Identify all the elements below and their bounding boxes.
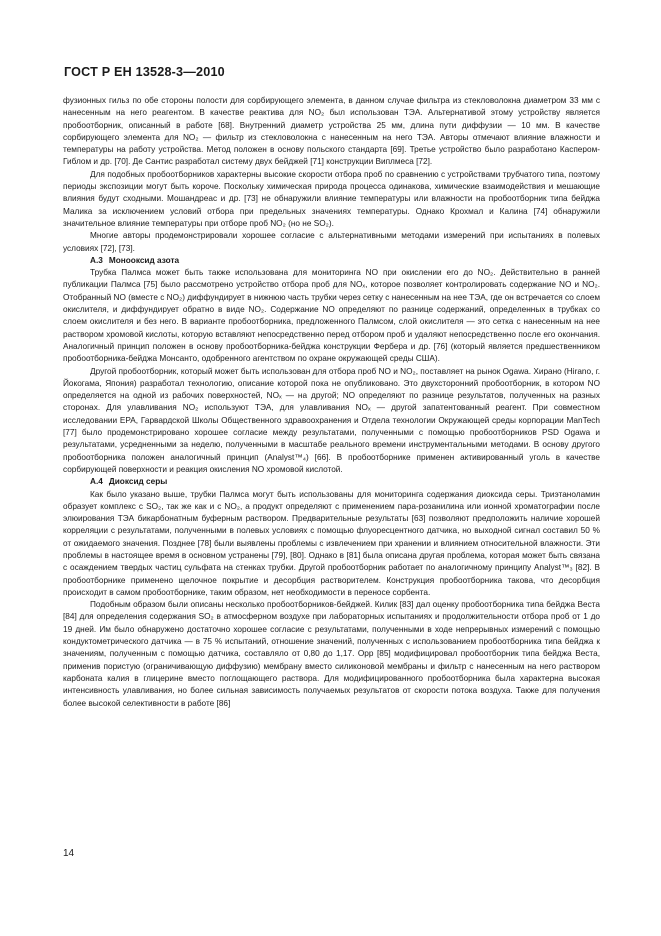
section-title-a4: Диоксид серы [108,477,168,487]
paragraph-badge-sampling-rates: Для подобных пробоотборников характерны высокие скорости отбора проб по сравнению с устройствами трубчатого типа, поэтому периоды экспозиции могут быть короче. Поскольку химическая природа процесса одинакова, химические взаимодействия и мешающие влияния будут сходными. Мошандреас и др. [73] не обнаружили влияние температуры или влажности на пробоотборник типа бейджа Малика за исключением условий отбора при предельных значениях температуры. Однако Крохмал и Калина [74] обнаружили значительное влияние температуры при отборе проб NO₂ (но не SO₂). [63,169,600,228]
section-number-a3: А.3 [90,255,103,265]
section-heading-a3 [63,255,600,267]
section-title-a3: Монооксид азота [108,255,180,265]
paragraph-badge-samplers-continued: фузионных гильз по обе стороны полости для сорбирующего элемента, в данном случае фильтра из стекловолокна диаметром 33 мм с нанесенным на него реагентом. В качестве реактива для NO₂ был использован ТЭА. Альтернативой этому устройству является пробоотборник, описанный в работе [68]. Внутренний диаметр устройства 25 мм, длина пути диффузии — 10 мм. В качестве сорбирующего элемента для NO₂ — фильтр из стекловолокна с нанесенным на него ТЭА. Авторы отмечают влияние влажности и температуры на работу устройства. Метод положен в основу польского стандарта [69]. Третье устройство было разработано Каспером-Гиблом и др. [70]. Де Сантис разработал систему двух бейджей [71] конструкции Виплмеса [72]. [63,96,600,167]
paragraph-field-agreement: Многие авторы продемонстрировали хорошее согласие с альтернативными методами измерений при испытаниях в полевых условиях [72], [73]. [63,231,600,253]
document-body [63,95,600,710]
paragraph-palmes-no: Трубка Палмса может быть также использована для мониторинга NO при окислении его до NO₂. Действительно в ранней публикации Палмса [75] было рассмотрено устройство отбора проб для NOₓ, которое позволяет контролировать содержание NO и NO₂. Отобранный NO (вместе с NO₂) диффундирует в нижнюю часть трубки через сетку с нанесенным на нее ТЭА, где он встречается со слоем окислителя, и диффундирует обратно в виде NO₂. Содержание NO определяют по разнице содержаний, определенных в трубках со слоем окислителя и без него. В варианте пробоотборника, предложенного Палмсом, слой окислителя — это сетка с нанесенным на нее раствором хромовой кислоты, которую вставляют непосредственно перед отбором проб и удаляют непосредственно после его окончания. Аналогичный принцип положен в основу пробоотборника-бейджа конструкции Фербера и др. [76] (который является предшественником пробоотборника-бейджа Монсанто, одобренного агентством по охране окружающей среды США). [63,268,600,364]
document-header-title: ГОСТ Р ЕН 13528-3—2010 [64,65,225,79]
page-number: 14 [63,848,75,859]
paragraph-palmes-so2: Как было указано выше, трубки Палмса могут быть использованы для мониторинга содержания диоксида серы. Триэтаноламин образует комплекс с SO₂, так же как и с NO₂, а продукт определяют с применением пара-розанилина или ионной хроматографии после элюирования ТЭА бикарбонатным буферным раствором. Предварительные результаты [63] позволяют предположить наличие хорошей корреляции с результатами, полученными в полевых условиях с помощью флуоресцентного датчика, но выходной сигнал составил 50 % от ожидаемого значения. Позднее [78] были выявлены проблемы с извлечением при хранении и влиянием относительной влажности. Эти проблемы в настоящее время в основном устранены [79], [80]. Однако в [81] была описана другая проблема, которая может быть связана с осаждением твердых частиц сульфата на стенках трубки. Другой пробоотборник работает по аналогичному принципу Analyst™₃ [82]. В пробоотборнике применено щелочное покрытие и десорбция растворителем. Конструкция пробоотборника такова, что десорбция происходит в самом пробоотборнике, таким образом, нет необходимости в переносе сорбента. [63,489,600,597]
paragraph-badge-so2: Подобным образом были описаны несколько пробоотборников-бейджей. Килик [83] дал оценку пробоотборника типа бейджа Веста [84] для определения содержания SO₂ в атмосферном воздухе при лабораторных испытаниях и продолжительности отбора проб от 1 до 19 дней. Им было обнаружено достаточно хорошее согласие с результатами, полученными в ходе непрерывных измерений с помощью кондуктометрического датчика — в 75 % испытаний, отношение значений, полученных с использованием пробоотборника типа бейджа к значениям, полученным с помощью датчика, составляло от 0,80 до 1,17. Орр [85] модифицировал пробоотборник типа бейджа Веста, применив пористую (ограничивающую диффузию) мембрану вместо силиконовой мембраны и фильтр с нанесенным на него раствором карбоната калия в глицерине вместо поглощающего раствора. Для модифицированного пробоотборника была характерна высокая интенсивность улавливания, но более сильная зависимость получаемых результатов от скорости потока воздуха. Также для получения более высокой селективности в работе [86] [63,600,600,708]
section-number-a4: А.4 [90,477,103,487]
paragraph-ogawa-sampler: Другой пробоотборник, который может быть использован для отбора проб NO и NO₂, поставляет на рынок Ogawa. Хирано (Hirano, г. Йокогама, Япония) разработал технологию, описание которой пока не опубликовано. Это двухсторонний пробоотборник, в котором NO определяется на одной из рабочих поверхностей, NOₓ — на другой; NO определяют по разнице результатов, полученных на разных сторонах. Для улавливания NO₂ используют ТЭА, для улавливания NOₓ — другой запатентованный реагент. При совместном исследовании EPA, Гарвардской Школы Общественного здравоохранения и Отдела технологии Окружающей среды корпорации ManTech [77] было продемонстрировано хорошее согласие между результатами, полученными с помощью пробоотборников PSD Ogawa и результатами, усредненными за неделю, полученными в масштабе реального времени инструментальными методами. В основу другого пробоотборника положен аналогичный принцип (Analyst™₄) [66]. В пробоотборнике применен активированный уголь в качестве сорбирующей поверхности и реакция окисления NO хромовой кислотой. [63,366,600,474]
section-heading-a4 [63,476,600,488]
